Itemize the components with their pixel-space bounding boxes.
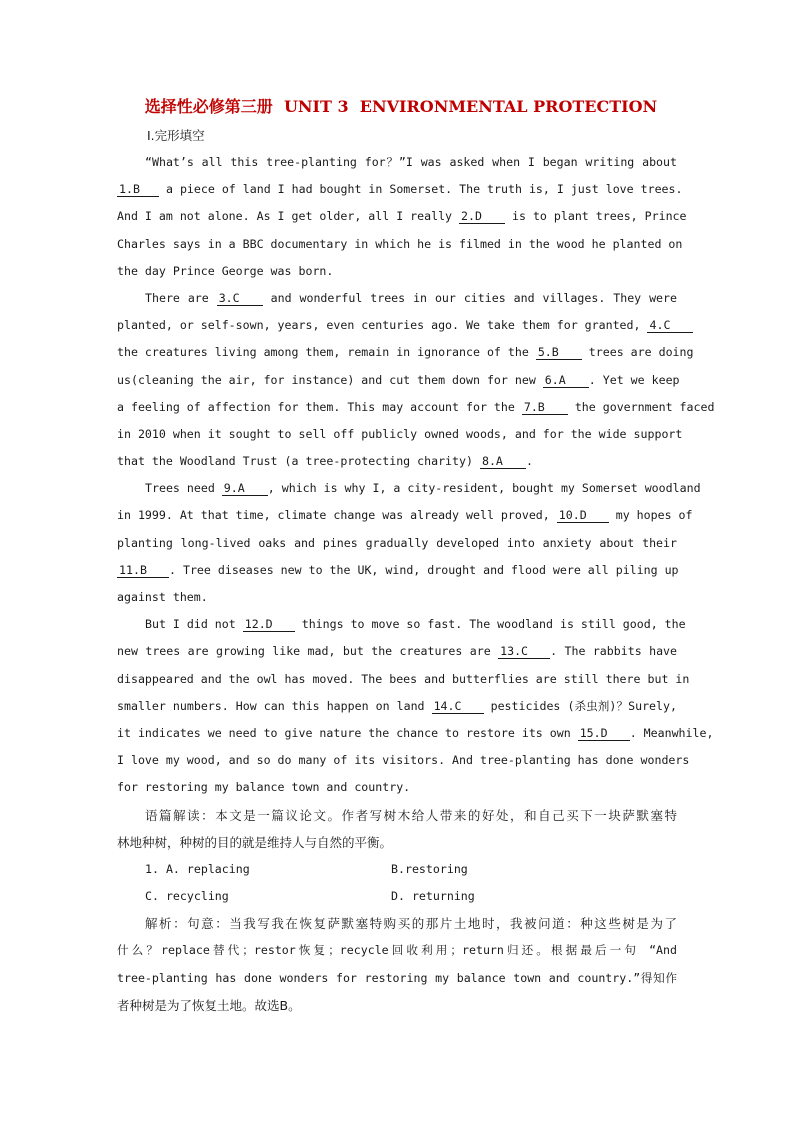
- passage-summary: [117, 802, 677, 856]
- answer-blank-2: 2.D: [459, 209, 505, 224]
- passage-line: 11.B . Tree diseases new to the UK, wind, drought and flood were all piling up: [119, 562, 679, 577]
- analysis-line: 解析：句意：当我写我在恢复萨默塞特购买的那片土地时，我被问道：种这些树是为了: [145, 916, 677, 932]
- answer-blank-7: 7.B: [522, 400, 568, 415]
- passage-line: And I am not alone. As I get older, all I really 2.D is to plant trees, Prince: [117, 209, 687, 224]
- answer-blank-15: 15.D: [578, 726, 630, 741]
- answer-blank-14: 14.C: [432, 699, 484, 714]
- passage-line: smaller numbers. How can this happen on land 14.C pesticides (杀虫剂)？Surely,: [117, 698, 677, 713]
- passage-line: for restoring my balance town and country.: [117, 780, 411, 795]
- option-b: B.restoring: [391, 861, 468, 876]
- passage-paragraph-4: [117, 611, 714, 801]
- answer-blank-10: 10.D: [557, 508, 609, 523]
- analysis-line: tree-planting has done wonders for restoring my balance town and country.”得知作: [117, 970, 677, 985]
- answer-blank-12: 12.D: [243, 617, 295, 632]
- option-c: C. recycling: [145, 889, 229, 904]
- option-d: D. returning: [391, 889, 475, 904]
- option-a: 1. A. replacing: [145, 861, 250, 876]
- question-1-analysis: [117, 910, 677, 1019]
- passage-line: the creatures living among them, remain in ignorance of the 5.B trees are doing: [117, 345, 694, 360]
- question-1-options-row-1: [117, 856, 677, 883]
- answer-blank-8: 8.A: [480, 454, 526, 469]
- question-1-options-row-2: [117, 883, 677, 910]
- passage-line: 1.B a piece of land I had bought in Somerset. The truth is, I just love trees.: [119, 182, 683, 197]
- passage-line: There are 3.C and wonderful trees in our cities and villages. They were: [145, 290, 677, 305]
- passage-line: a feeling of affection for them. This may account for the 7.B the government faced: [117, 399, 715, 414]
- passage-line: planting long-lived oaks and pines gradually developed into anxiety about their: [117, 535, 677, 550]
- passage-line: “What’s all this tree-planting for？”I was asked when I began writing about: [145, 155, 677, 169]
- passage-line: us(cleaning the air, for instance) and cut them down for new 6.A . Yet we keep: [117, 372, 680, 387]
- answer-blank-1: 1.B: [117, 182, 159, 197]
- answer-blank-6: 6.A: [543, 373, 589, 388]
- answer-blank-3: 3.C: [217, 291, 263, 306]
- section-heading: Ⅰ.完形填空: [147, 128, 205, 143]
- answer-blank-5: 5.B: [536, 345, 582, 360]
- answer-blank-13: 13.C: [498, 644, 550, 659]
- passage-paragraph-2: [117, 285, 715, 475]
- document-page: [117, 92, 715, 1019]
- passage-line: But I did not 12.D things to move so fast. The woodland is still good, the: [145, 617, 686, 632]
- passage-paragraph-3: [117, 475, 701, 611]
- passage-paragraph-1: [117, 149, 687, 285]
- analysis-line: 者种树是为了恢复土地。故选B。: [117, 997, 301, 1013]
- summary-line: 林地种树，种树的目的就是维持人与自然的平衡。: [117, 834, 393, 850]
- page-title: 选择性必修第三册 UNIT 3 ENVIRONMENTAL PROTECTION: [144, 97, 658, 116]
- passage-line: Trees need 9.A , which is why I, a city-resident, bought my Somerset woodland: [145, 481, 701, 496]
- answer-blank-4: 4.C: [647, 318, 693, 333]
- passage-line: in 2010 when it sought to sell off publicly owned woods, and for the wide support: [117, 426, 683, 441]
- passage-line: Charles says in a BBC documentary in which he is filmed in the wood he planted on: [117, 236, 683, 251]
- summary-line: 语篇解读：本文是一篇议论文。作者写树木给人带来的好处，和自己买下一块萨默塞特: [145, 807, 677, 823]
- passage-line: disappeared and the owl has moved. The bees and butterflies are still there but in: [117, 671, 690, 686]
- passage-line: the day Prince George was born.: [117, 263, 334, 278]
- passage-line: against them.: [117, 590, 208, 604]
- passage-line: that the Woodland Trust (a tree-protecting charity) 8.A .: [117, 454, 533, 469]
- analysis-line: 什么？replace替代；restor恢复；recycle回收利用；return归还。根据最后一句 “And: [117, 943, 677, 958]
- passage-line: it indicates we need to give nature the chance to restore its own 15.D . Meanwhile,: [117, 725, 714, 740]
- answer-blank-9: 9.A: [222, 481, 268, 496]
- passage-line: in 1999. At that time, climate change was already well proved, 10.D my hopes of: [117, 508, 693, 523]
- passage-line: new trees are growing like mad, but the creatures are 13.C . The rabbits have: [117, 644, 678, 659]
- answer-blank-11: 11.B: [117, 563, 169, 578]
- passage-line: planted, or self-sown, years, even centuries ago. We take them for granted, 4.C: [117, 312, 677, 339]
- passage-line: I love my wood, and so do many of its visitors. And tree-planting has done wonders: [117, 753, 690, 768]
